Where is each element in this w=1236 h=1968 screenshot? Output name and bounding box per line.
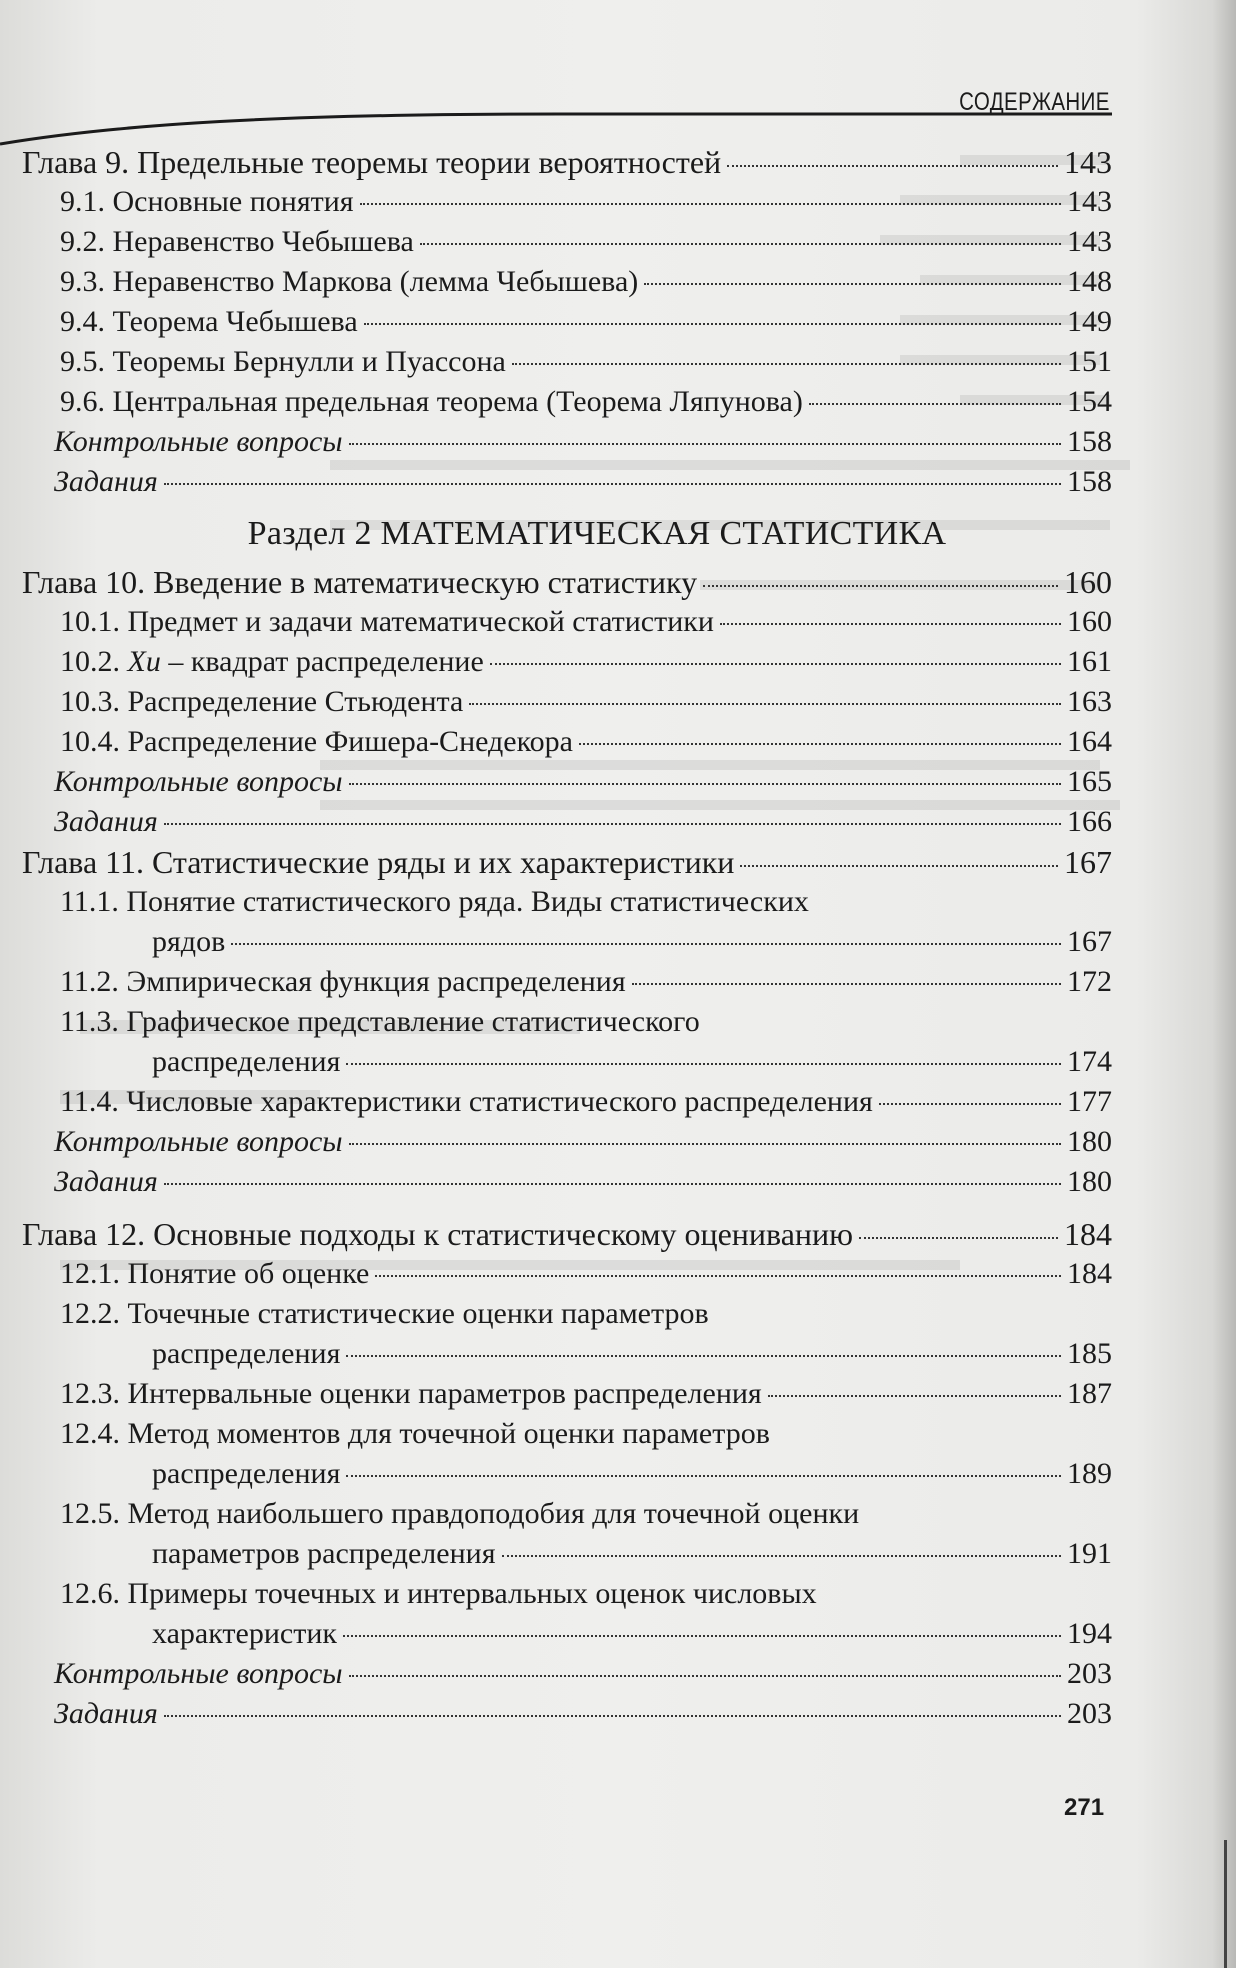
toc-entry-title: Задания <box>54 465 158 498</box>
toc-chapter-11 <box>22 842 1112 882</box>
dot-leader <box>231 943 1061 945</box>
toc-chapter-9 <box>22 142 1112 182</box>
toc-entry-title: Контрольные вопросы <box>54 1125 343 1158</box>
dot-leader <box>164 1715 1061 1717</box>
toc-item-12-6-line1: 12.6. Примеры точечных и интервальных оценок числовых <box>60 1577 817 1610</box>
toc-page-number: 167 <box>1067 925 1112 958</box>
toc-questions-11 <box>22 1122 1112 1162</box>
dot-leader <box>740 865 1058 867</box>
dot-leader <box>164 1183 1061 1185</box>
toc-entry-title: распределения <box>152 1045 341 1078</box>
toc-item-9-1 <box>22 182 1112 222</box>
toc-entry-title: 9.1. Основные понятия <box>60 185 354 218</box>
dot-leader <box>879 1103 1061 1105</box>
toc-entry-italic: Хи <box>127 645 161 678</box>
toc-page-number: 184 <box>1067 1257 1112 1290</box>
toc-tasks-10 <box>22 802 1112 842</box>
dot-leader <box>375 1275 1061 1277</box>
page-number: 271 <box>1064 1794 1105 1821</box>
toc-page-number: 177 <box>1067 1085 1112 1118</box>
toc-page-number: 191 <box>1067 1537 1112 1570</box>
toc-page-number: 180 <box>1067 1125 1112 1158</box>
toc-entry-number: 10.2. <box>60 645 128 678</box>
toc-entry-title <box>60 642 484 682</box>
toc-item-10-1 <box>22 602 1112 642</box>
dot-leader <box>579 743 1061 745</box>
toc-entry-title: 11.2. Эмпирическая функция распределения <box>60 965 626 998</box>
dot-leader <box>859 1237 1058 1239</box>
toc-item-9-2 <box>22 222 1112 262</box>
toc-page-number: 149 <box>1067 305 1112 338</box>
toc-item-11-3-line1: 11.3. Графическое представление статистического <box>60 1005 700 1038</box>
toc-entry-title: Глава 10. Введение в математическую статистику <box>22 564 698 600</box>
toc-page-number: 143 <box>1067 185 1112 218</box>
dot-leader <box>644 283 1061 285</box>
toc-page-number: 160 <box>1064 564 1112 600</box>
toc-page-number: 165 <box>1067 765 1112 798</box>
toc-page-number: 154 <box>1067 385 1112 418</box>
dot-leader <box>768 1395 1061 1397</box>
spacer <box>22 1202 1112 1214</box>
toc-entry-title: 9.3. Неравенство Маркова (лемма Чебышева) <box>60 265 639 298</box>
toc-page-number: 174 <box>1067 1045 1112 1078</box>
toc-tasks-12 <box>22 1694 1112 1734</box>
toc-entry-title: Контрольные вопросы <box>54 765 343 798</box>
toc-entry-rest: – квадрат распределение <box>160 645 484 678</box>
toc-entry-title: 9.2. Неравенство Чебышева <box>60 225 414 258</box>
header-rule <box>0 0 1236 160</box>
toc-tasks-11 <box>22 1162 1112 1202</box>
section-title: Раздел 2 МАТЕМАТИЧЕСКАЯ СТАТИСТИКА <box>247 515 947 552</box>
table-of-contents <box>22 142 1112 1734</box>
dot-leader <box>490 663 1061 665</box>
toc-chapter-10 <box>22 562 1112 602</box>
toc-item-12-4 <box>22 1454 1112 1494</box>
toc-entry-title: 12.1. Понятие об оценке <box>60 1257 370 1290</box>
dot-leader <box>502 1555 1061 1557</box>
toc-entry-title: Контрольные вопросы <box>54 1657 343 1690</box>
dot-leader <box>364 323 1061 325</box>
toc-page-number: 160 <box>1067 605 1112 638</box>
toc-entry-title: Глава 11. Статистические ряды и их характеристики <box>22 844 735 880</box>
toc-page-number: 166 <box>1067 805 1112 838</box>
toc-page-number: 163 <box>1067 685 1112 718</box>
toc-entry-title: Задания <box>54 805 158 838</box>
toc-item-12-4-line1: 12.4. Метод моментов для точечной оценки параметров <box>60 1417 770 1450</box>
dot-leader <box>346 1475 1061 1477</box>
toc-entry-title: 9.6. Центральная предельная теорема (Теорема Ляпунова) <box>60 385 803 418</box>
toc-tasks-9 <box>22 462 1112 502</box>
toc-item-9-4 <box>22 302 1112 342</box>
toc-page-number: 158 <box>1067 465 1112 498</box>
dot-leader <box>512 363 1061 365</box>
toc-item-11-1-line1: 11.1. Понятие статистического ряда. Виды статистических <box>60 885 809 918</box>
toc-page-number: 194 <box>1067 1617 1112 1650</box>
toc-item-12-5-line1: 12.5. Метод наибольшего правдоподобия для точечной оценки <box>60 1497 860 1530</box>
toc-item-12-2-line1: 12.2. Точечные статистические оценки параметров <box>60 1297 709 1330</box>
toc-item-9-3 <box>22 262 1112 302</box>
toc-item-11-3 <box>22 1042 1112 1082</box>
toc-questions-9 <box>22 422 1112 462</box>
toc-page-number: 189 <box>1067 1457 1112 1490</box>
page-edge-line <box>1224 1840 1227 1968</box>
toc-page-number: 203 <box>1067 1657 1112 1690</box>
running-header: СОДЕРЖАНИЕ <box>959 88 1110 116</box>
page-edge-shadow <box>1212 0 1236 1968</box>
dot-leader <box>632 983 1061 985</box>
dot-leader <box>349 783 1061 785</box>
dot-leader <box>349 443 1061 445</box>
toc-page-number: 148 <box>1067 265 1112 298</box>
dot-leader <box>343 1635 1061 1637</box>
toc-chapter-12 <box>22 1214 1112 1254</box>
toc-questions-10 <box>22 762 1112 802</box>
toc-entry-title: 9.4. Теорема Чебышева <box>60 305 358 338</box>
toc-entry-title: 9.5. Теоремы Бернулли и Пуассона <box>60 345 506 378</box>
toc-entry-title: распределения <box>152 1457 341 1490</box>
toc-item-9-6 <box>22 382 1112 422</box>
dot-leader <box>349 1143 1061 1145</box>
toc-page-number: 158 <box>1067 425 1112 458</box>
toc-entry-title: рядов <box>152 925 226 958</box>
toc-item-12-5 <box>22 1534 1112 1574</box>
toc-item-12-3 <box>22 1374 1112 1414</box>
toc-item-12-1 <box>22 1254 1112 1294</box>
dot-leader <box>727 165 1058 167</box>
toc-page-number: 184 <box>1064 1216 1112 1252</box>
toc-item-12-6 <box>22 1614 1112 1654</box>
toc-page-number: 185 <box>1067 1337 1112 1370</box>
toc-page-number: 203 <box>1067 1697 1112 1730</box>
dot-leader <box>703 585 1058 587</box>
toc-entry-title: Глава 9. Предельные теоремы теории вероятностей <box>22 144 722 180</box>
dot-leader <box>164 483 1061 485</box>
toc-entry-title: 10.4. Распределение Фишера-Снедекора <box>60 725 573 758</box>
dot-leader <box>360 203 1061 205</box>
toc-entry-title: распределения <box>152 1337 341 1370</box>
toc-item-9-5 <box>22 342 1112 382</box>
toc-item-12-2 <box>22 1334 1112 1374</box>
dot-leader <box>349 1675 1061 1677</box>
toc-page-number: 167 <box>1064 844 1112 880</box>
toc-entry-title: Контрольные вопросы <box>54 425 343 458</box>
dot-leader <box>346 1063 1061 1065</box>
toc-item-10-4 <box>22 722 1112 762</box>
toc-page-number: 161 <box>1067 645 1112 678</box>
dot-leader <box>809 403 1061 405</box>
toc-entry-title: 12.3. Интервальные оценки параметров распределения <box>60 1377 762 1410</box>
toc-item-11-2 <box>22 962 1112 1002</box>
toc-page-number: 172 <box>1067 965 1112 998</box>
dot-leader <box>164 823 1061 825</box>
toc-page-number: 143 <box>1064 144 1112 180</box>
toc-page-number: 187 <box>1067 1377 1112 1410</box>
toc-entry-title: Задания <box>54 1697 158 1730</box>
toc-entry-title: характеристик <box>152 1617 337 1650</box>
toc-entry-title: параметров распределения <box>152 1537 496 1570</box>
toc-page-number: 180 <box>1067 1165 1112 1198</box>
toc-item-11-4 <box>22 1082 1112 1122</box>
toc-entry-title: Глава 12. Основные подходы к статистическому оцениванию <box>22 1216 854 1252</box>
toc-entry-title: 11.4. Числовые характеристики статистического распределения <box>60 1085 873 1118</box>
toc-page-number: 164 <box>1067 725 1112 758</box>
dot-leader <box>346 1355 1061 1357</box>
dot-leader <box>720 623 1061 625</box>
dot-leader <box>420 243 1061 245</box>
toc-questions-12 <box>22 1654 1112 1694</box>
toc-item-10-3 <box>22 682 1112 722</box>
toc-item-10-2 <box>22 642 1112 682</box>
dot-leader <box>469 703 1061 705</box>
toc-page-number: 143 <box>1067 225 1112 258</box>
toc-page-number: 151 <box>1067 345 1112 378</box>
toc-entry-title: 10.1. Предмет и задачи математической статистики <box>60 605 714 638</box>
toc-entry-title: 10.3. Распределение Стьюдента <box>60 685 464 718</box>
toc-item-11-1 <box>22 922 1112 962</box>
toc-entry-title: Задания <box>54 1165 158 1198</box>
